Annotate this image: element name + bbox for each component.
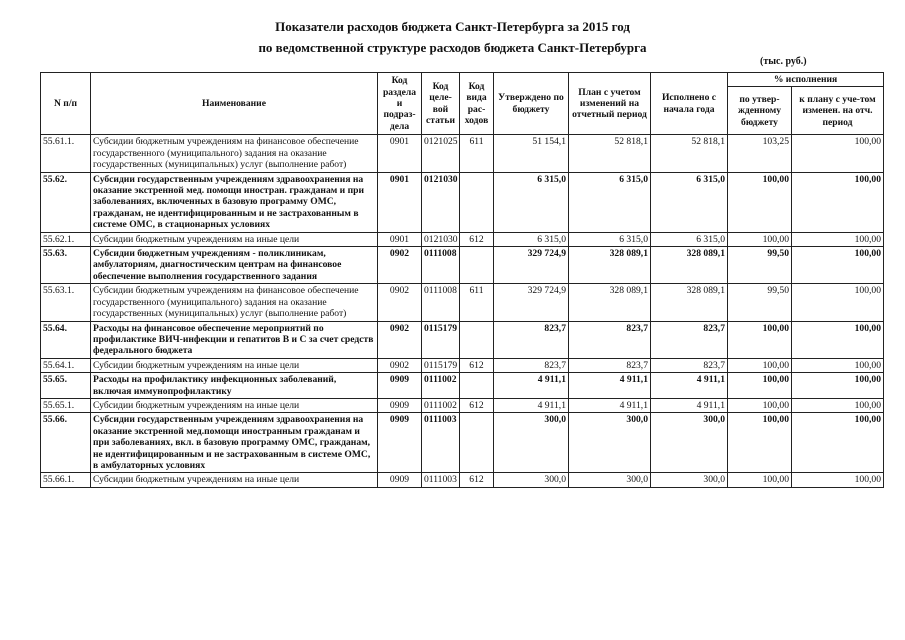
row-name: Субсидии бюджетным учреждениям на иные цели [91,232,378,246]
row-kind-code: 612 [460,232,494,246]
row-pct-plan: 100,00 [792,135,884,172]
row-executed: 823,7 [651,321,728,358]
row-target-code: 0111008 [422,247,460,284]
row-kind-code: 612 [460,473,494,487]
header-num: N п/п [41,73,91,135]
row-executed: 300,0 [651,413,728,473]
row-pct-approved: 103,25 [728,135,792,172]
row-num: 55.64. [41,321,91,358]
row-target-code: 0111002 [422,398,460,412]
row-kind-code: 611 [460,135,494,172]
row-approved: 51 154,1 [494,135,569,172]
row-pct-approved: 100,00 [728,398,792,412]
document-title: Показатели расходов бюджета Санкт-Петербурга за 2015 год [275,19,630,34]
row-num: 55.63. [41,247,91,284]
row-approved: 823,7 [494,321,569,358]
row-approved: 329 724,9 [494,247,569,284]
row-pct-plan: 100,00 [792,172,884,232]
header-kind-code: Код вида рас-ходов [460,73,494,135]
row-plan: 4 911,1 [569,373,651,399]
row-pct-plan: 100,00 [792,413,884,473]
row-num: 55.66. [41,413,91,473]
row-section-code: 0901 [378,232,422,246]
row-num: 55.64.1. [41,358,91,372]
row-pct-approved: 100,00 [728,321,792,358]
row-section-code: 0909 [378,373,422,399]
row-plan: 823,7 [569,358,651,372]
header-pct-approved: по утвер-жденному бюджету [728,87,792,135]
row-approved: 4 911,1 [494,398,569,412]
row-section-code: 0901 [378,172,422,232]
row-kind-code: 612 [460,398,494,412]
row-target-code: 0111003 [422,473,460,487]
row-plan: 4 911,1 [569,398,651,412]
header-pct-group: % исполнения [728,73,884,87]
row-pct-approved: 100,00 [728,232,792,246]
row-target-code: 0121030 [422,172,460,232]
budget-table [40,72,884,488]
row-plan: 300,0 [569,413,651,473]
row-approved: 300,0 [494,473,569,487]
row-pct-approved: 99,50 [728,247,792,284]
row-name: Расходы на профилактику инфекционных заболеваний, включая иммунопрофилактику [91,373,378,399]
row-target-code: 0115179 [422,358,460,372]
row-executed: 328 089,1 [651,247,728,284]
row-pct-plan: 100,00 [792,284,884,321]
row-kind-code: 611 [460,284,494,321]
row-section-code: 0902 [378,284,422,321]
row-num: 55.61.1. [41,135,91,172]
row-approved: 6 315,0 [494,172,569,232]
row-kind-code [460,373,494,399]
row-target-code: 0111002 [422,373,460,399]
row-pct-plan: 100,00 [792,321,884,358]
row-plan: 328 089,1 [569,284,651,321]
row-executed: 823,7 [651,358,728,372]
row-pct-plan: 100,00 [792,373,884,399]
header-target-code: Код целе-вой статьи [422,73,460,135]
row-kind-code: 612 [460,358,494,372]
row-approved: 6 315,0 [494,232,569,246]
row-kind-code [460,413,494,473]
row-plan: 300,0 [569,473,651,487]
row-target-code: 0111003 [422,413,460,473]
row-kind-code [460,321,494,358]
row-name: Субсидии государственным учреждениям здравоохранения на оказание экстренной мед. помощи иностран. гражданам и при заболеваниях, включенных в базовую программу ОМС, гражданам, не идентифицированным и не застрахованным в системе ОМС, в стационарных условиях [91,172,378,232]
row-plan: 6 315,0 [569,172,651,232]
header-pct-plan: к плану с уче-том изменен. на отч. период [792,87,884,135]
row-kind-code [460,247,494,284]
row-executed: 300,0 [651,473,728,487]
row-section-code: 0902 [378,321,422,358]
header-approved: Утверждено по бюджету [494,73,569,135]
row-num: 55.62. [41,172,91,232]
row-executed: 52 818,1 [651,135,728,172]
table-row [41,247,884,284]
row-section-code: 0909 [378,398,422,412]
row-approved: 823,7 [494,358,569,372]
row-name: Субсидии бюджетным учреждениям - поликлиникам, амбулаториям, диагностическим центрам на финансовое обеспечение выполнения государственного задания [91,247,378,284]
row-name: Субсидии бюджетным учреждениям на иные цели [91,358,378,372]
row-target-code: 0111008 [422,284,460,321]
row-target-code: 0115179 [422,321,460,358]
document-subtitle: по ведомственной структуре расходов бюджета Санкт-Петербурга [258,40,647,55]
row-plan: 6 315,0 [569,232,651,246]
row-pct-approved: 100,00 [728,473,792,487]
row-pct-plan: 100,00 [792,398,884,412]
row-name: Субсидии бюджетным учреждениям на финансовое обеспечение государственного (муниципального) задания на оказание государственных (муниципальных) услуг (выполнение работ) [91,135,378,172]
row-executed: 4 911,1 [651,373,728,399]
row-pct-plan: 100,00 [792,473,884,487]
table-row [41,172,884,232]
row-section-code: 0909 [378,413,422,473]
row-executed: 328 089,1 [651,284,728,321]
row-target-code: 0121030 [422,232,460,246]
table-row [41,321,884,358]
row-approved: 4 911,1 [494,373,569,399]
row-name: Субсидии государственным учреждениям здравоохранения на оказание экстренной мед.помощи иностранным гражданам и при заболеваниях, вкл. в базовую программу ОМС, гражданам, не идентифицированным и не застрахованным в системе ОМС, в амбулаторных условиях [91,413,378,473]
table-row [41,232,884,246]
row-pct-approved: 100,00 [728,413,792,473]
header-name: Наименование [91,73,378,135]
table-row [41,284,884,321]
row-approved: 329 724,9 [494,284,569,321]
table-row [41,413,884,473]
table-row [41,473,884,487]
row-plan: 52 818,1 [569,135,651,172]
row-kind-code [460,172,494,232]
row-section-code: 0902 [378,247,422,284]
table-row [41,373,884,399]
row-pct-plan: 100,00 [792,247,884,284]
table-body [41,135,884,487]
table-row [41,135,884,172]
table-row [41,358,884,372]
row-pct-plan: 100,00 [792,232,884,246]
row-num: 55.62.1. [41,232,91,246]
row-plan: 328 089,1 [569,247,651,284]
row-num: 55.65. [41,373,91,399]
row-executed: 6 315,0 [651,232,728,246]
row-name: Субсидии бюджетным учреждениям на финансовое обеспечение государственного (муниципального) задания на оказание государственных (муниципальных) услуг (выполнение работ) [91,284,378,321]
header-section-code: Код раздела и подраз-дела [378,73,422,135]
row-pct-approved: 100,00 [728,172,792,232]
units-label: (тыс. руб.) [760,56,807,67]
row-num: 55.63.1. [41,284,91,321]
row-section-code: 0901 [378,135,422,172]
row-plan: 823,7 [569,321,651,358]
row-name: Расходы на финансовое обеспечение мероприятий по профилактике ВИЧ-инфекции и гепатитов В и С за счет средств федерального бюджета [91,321,378,358]
table-row [41,398,884,412]
row-executed: 4 911,1 [651,398,728,412]
row-pct-approved: 100,00 [728,358,792,372]
table-header [41,73,884,135]
row-target-code: 0121025 [422,135,460,172]
row-section-code: 0909 [378,473,422,487]
row-pct-approved: 99,50 [728,284,792,321]
header-executed: Исполнено с начала года [651,73,728,135]
row-approved: 300,0 [494,413,569,473]
row-name: Субсидии бюджетным учреждениям на иные цели [91,473,378,487]
row-num: 55.65.1. [41,398,91,412]
row-pct-approved: 100,00 [728,373,792,399]
row-section-code: 0902 [378,358,422,372]
row-executed: 6 315,0 [651,172,728,232]
header-plan: План с учетом изменений на отчетный период [569,73,651,135]
row-num: 55.66.1. [41,473,91,487]
row-name: Субсидии бюджетным учреждениям на иные цели [91,398,378,412]
row-pct-plan: 100,00 [792,358,884,372]
